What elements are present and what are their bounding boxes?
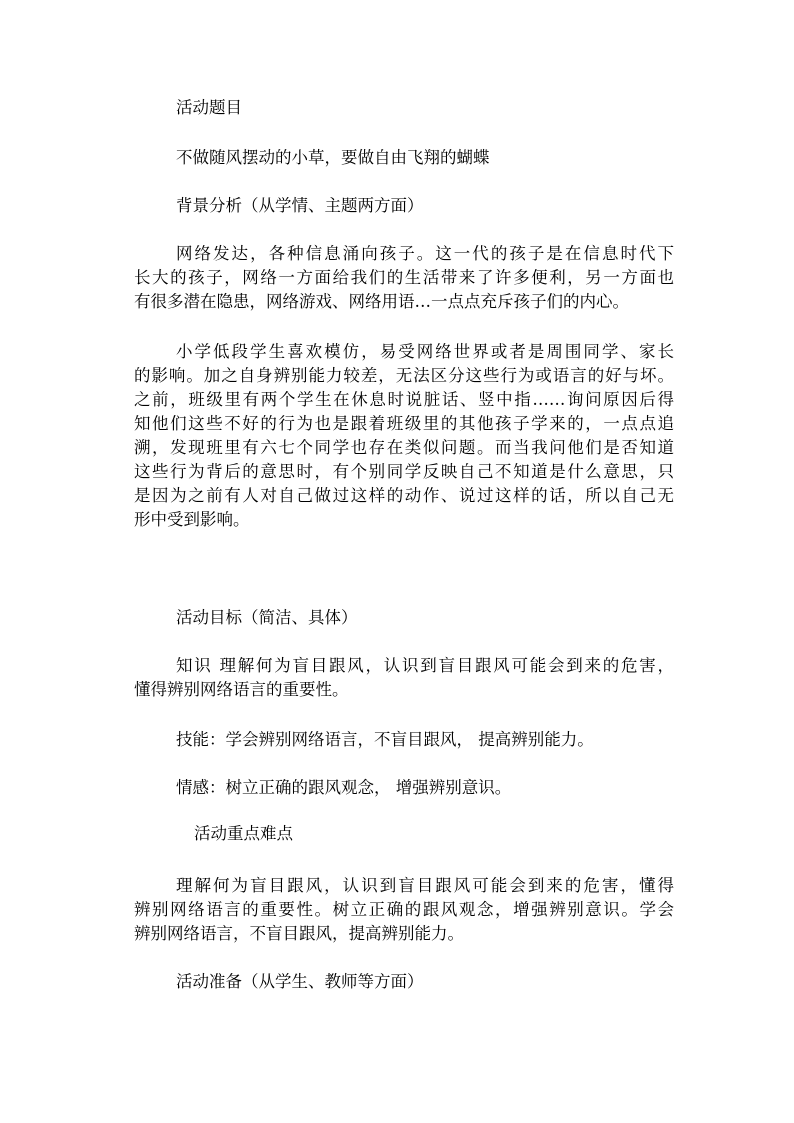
paragraph-line: 理解何为盲目跟风，认识到盲目跟风可能会到来的危害，懂得: [176, 876, 674, 895]
goal-emotion: 情感：树立正确的跟风观念， 增强辨别意识。: [176, 778, 512, 797]
goal-skill: 技能：学会辨别网络语言，不盲目跟风， 提高辨别能力。: [176, 730, 594, 749]
paragraph-line: 网络发达，各种信息涌向孩子。这一代的孩子是在信息时代下: [176, 244, 674, 263]
paragraph-line: 溯，发现班里有六七个同学也存在类似问题。而当我问他们是否知道: [134, 438, 674, 457]
paragraph-line: 长大的孩子，网络一方面给我们的生活带来了许多便利，另一方面也: [134, 268, 674, 287]
paragraph-line: 知他们这些不好的行为也是跟着班级里的其他孩子学来的，一点点追: [134, 414, 674, 433]
paragraph-line: 这些行为背后的意思时，有个别同学反映自己不知道是什么意思，只: [134, 462, 674, 481]
paragraph-line: 的影响。加之自身辨别能力较差，无法区分这些行为或语言的好与坏。: [134, 366, 674, 385]
paragraph-line: 形中受到影响。: [134, 510, 250, 529]
key-points-heading: 活动重点难点: [194, 824, 293, 843]
title-text: 不做随风摆动的小草，要做自由飞翔的蝴蝶: [176, 148, 490, 167]
paragraph-line: 辨别网络语言的重要性。树立正确的跟风观念，增强辨别意识。学会: [134, 900, 674, 919]
paragraph-line: 是因为之前有人对自己做过这样的动作、说过这样的话，所以自己无: [134, 486, 674, 505]
paragraph-line: 小学低段学生喜欢模仿，易受网络世界或者是周围同学、家长: [176, 342, 674, 361]
preparation-heading: 活动准备（从学生、教师等方面）: [176, 972, 424, 991]
title-heading: 活动题目: [176, 98, 242, 117]
paragraph-line: 有很多潜在隐患，网络游戏、网络用语…一点点充斥孩子们的内心。: [134, 292, 629, 311]
paragraph-line: 懂得辨别网络语言的重要性。: [134, 680, 349, 699]
paragraph-line: 知识 理解何为盲目跟风，认识到盲目跟风可能会到来的危害，: [176, 656, 674, 675]
goals-heading: 活动目标（简洁、具体）: [176, 608, 358, 627]
paragraph-line: 之前，班级里有两个学生在休息时说脏话、竖中指……询问原因后得: [134, 390, 674, 409]
paragraph-line: 辨别网络语言，不盲目跟风，提高辨别能力。: [134, 924, 464, 943]
background-heading: 背景分析（从学情、主题两方面）: [176, 196, 424, 215]
